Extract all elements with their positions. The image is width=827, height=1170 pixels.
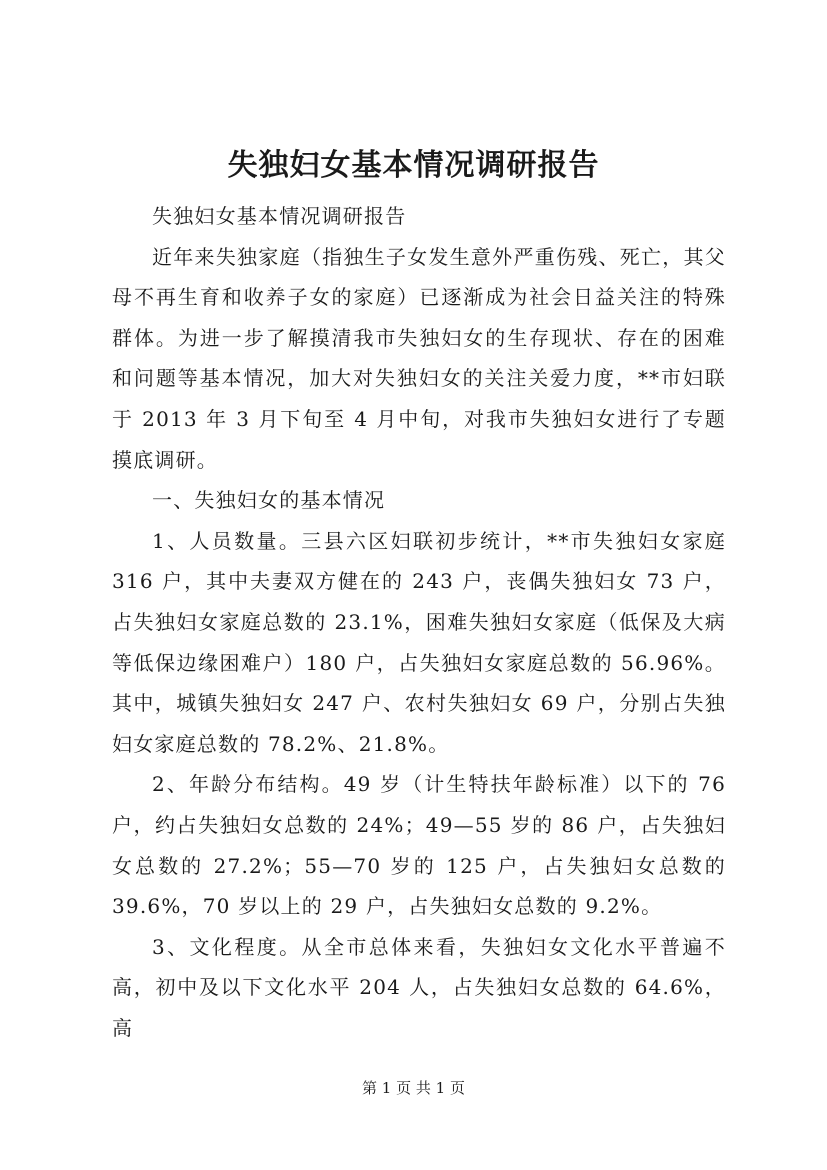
paragraph-intro: 近年来失独家庭（指独生子女发生意外严重伤残、死亡，其父母不再生育和收养子女的家庭）已逐渐成为社会日益关注的特殊群体。为进一步了解摸清我市失独妇女的生存现状、存在的困难和问题等基本情况，加大对失独妇女的关注关爱力度，**市妇联于 2013 年 3 月下旬至 4 月中旬，对我市失独妇女进行了专题摸底调研。: [112, 244, 726, 472]
document-body: [112, 196, 726, 1048]
paragraph-population: 1、人员数量。三县六区妇联初步统计，**市失独妇女家庭 316 户，其中夫妻双方健在的 243 户，丧偶失独妇女 73 户，占失独妇女家庭总数的 23.1%，困难失独妇女家庭（低保及大病等低保边缘困难户）180 户，占失独妇女家庭总数的 56.96%。其中，城镇失独妇女 247 户、农村失独妇女 69 户，分别占失独妇女家庭总数的 78.2%、21.8%。: [112, 528, 726, 756]
section-heading: 一、失独妇女的基本情况: [152, 488, 386, 513]
paragraph-age: 2、年龄分布结构。49 岁（计生特扶年龄标准）以下的 76 户，约占失独妇女总数的 24%；49—55 岁的 86 户，占失独妇女总数的 27.2%；55—70 岁的 125 户，占失独妇女总数的 39.6%，70 岁以上的 29 户，占失独妇女总数的 9.2%。: [112, 772, 726, 919]
page-footer: 第 1 页 共 1 页: [362, 1079, 465, 1097]
document-title: 失独妇女基本情况调研报告: [227, 148, 600, 183]
paragraph-education: 3、文化程度。从全市总体来看，失独妇女文化水平普遍不高，初中及以下文化水平 204 人，占失独妇女总数的 64.6%，高: [112, 934, 726, 1040]
paragraph-subtitle: 失独妇女基本情况调研报告: [152, 204, 407, 228]
